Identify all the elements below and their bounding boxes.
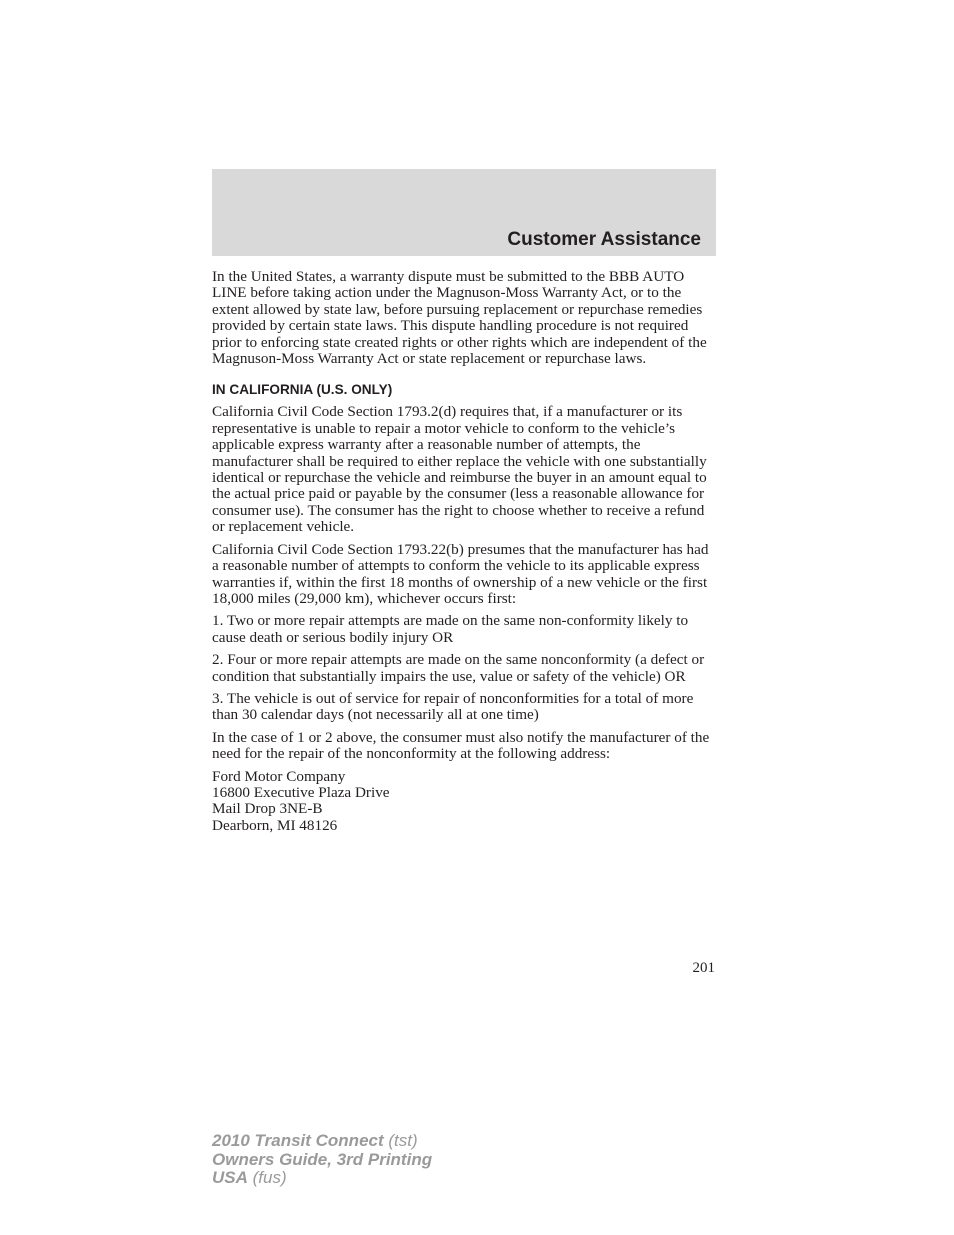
section-title: Customer Assistance bbox=[507, 229, 701, 250]
footer-line-3 bbox=[212, 1169, 432, 1188]
address-line: Dearborn, MI 48126 bbox=[212, 816, 338, 834]
footer-model: 2010 Transit Connect bbox=[212, 1131, 384, 1150]
california-paragraph-1: California Civil Code Section 1793.2(d) requires that, if a manufacturer or its representative is unable to repair a motor vehicle to conform to the vehicle’s applicable express warranty after a reasonable number of attempts, the manufacturer shall be required to either replace the vehicle with one substantially identical or repurchase the vehicle and reimburse the buyer in an amount equal to the actual price paid or payable by the consumer (less a reasonable allowance for consumer use). The consumer has the right to choose whether to receive a refund or replacement vehicle. bbox=[212, 403, 707, 536]
footer-line-1 bbox=[212, 1132, 432, 1151]
intro-paragraph: In the United States, a warranty dispute must be submitted to the BBB AUTO LINE before taking action under the Magnuson-Moss Warranty Act, or to the extent allowed by state law, before pursuing replacement or repurchase remedies provided by certain state laws. This dispute handling procedure is not required prior to enforcing state created rights or other rights which are independent of the Magnuson-Moss Warranty Act or state replacement or repurchase laws. bbox=[212, 268, 707, 368]
footer-guide-edition: Owners Guide, 3rd Printing bbox=[212, 1149, 433, 1169]
list-item: 1. Two or more repair attempts are made on the same non-conformity likely to cause death or serious bodily injury OR bbox=[212, 612, 689, 646]
california-heading: IN CALIFORNIA (U.S. ONLY) bbox=[212, 382, 393, 398]
address-line: 16800 Executive Plaza Drive bbox=[212, 783, 390, 801]
footer-line-2 bbox=[212, 1151, 432, 1170]
document-footer bbox=[212, 1132, 432, 1188]
notify-paragraph: In the case of 1 or 2 above, the consumer must also notify the manufacturer of the need for the repair of the nonconformity at the following address: bbox=[212, 728, 710, 763]
california-paragraph-2: California Civil Code Section 1793.22(b) presumes that the manufacturer has had a reasonable number of attempts to conform the vehicle to its applicable express warranties if, within the first 18 months of ownership of a new vehicle or the first 18,000 miles (29,000 km), whichever occurs first: bbox=[212, 540, 709, 607]
section-header-band bbox=[212, 169, 716, 256]
list-item: 2. Four or more repair attempts are made on the same nonconformity (a defect or condition that substantially impairs the use, value or safety of the vehicle) OR bbox=[212, 651, 705, 685]
list-item: 3. The vehicle is out of service for repair of nonconformities for a total of more than 30 calendar days (not necessarily all at one time) bbox=[212, 689, 694, 724]
footer-market: USA bbox=[212, 1168, 248, 1187]
page-content bbox=[212, 269, 718, 840]
address-block bbox=[212, 769, 718, 835]
address-line: Mail Drop 3NE-B bbox=[212, 800, 323, 818]
page-number: 201 bbox=[692, 960, 715, 976]
footer-model-code: (tst) bbox=[388, 1131, 418, 1150]
address-line: Ford Motor Company bbox=[212, 767, 346, 785]
footer-market-code: (fus) bbox=[252, 1168, 287, 1187]
